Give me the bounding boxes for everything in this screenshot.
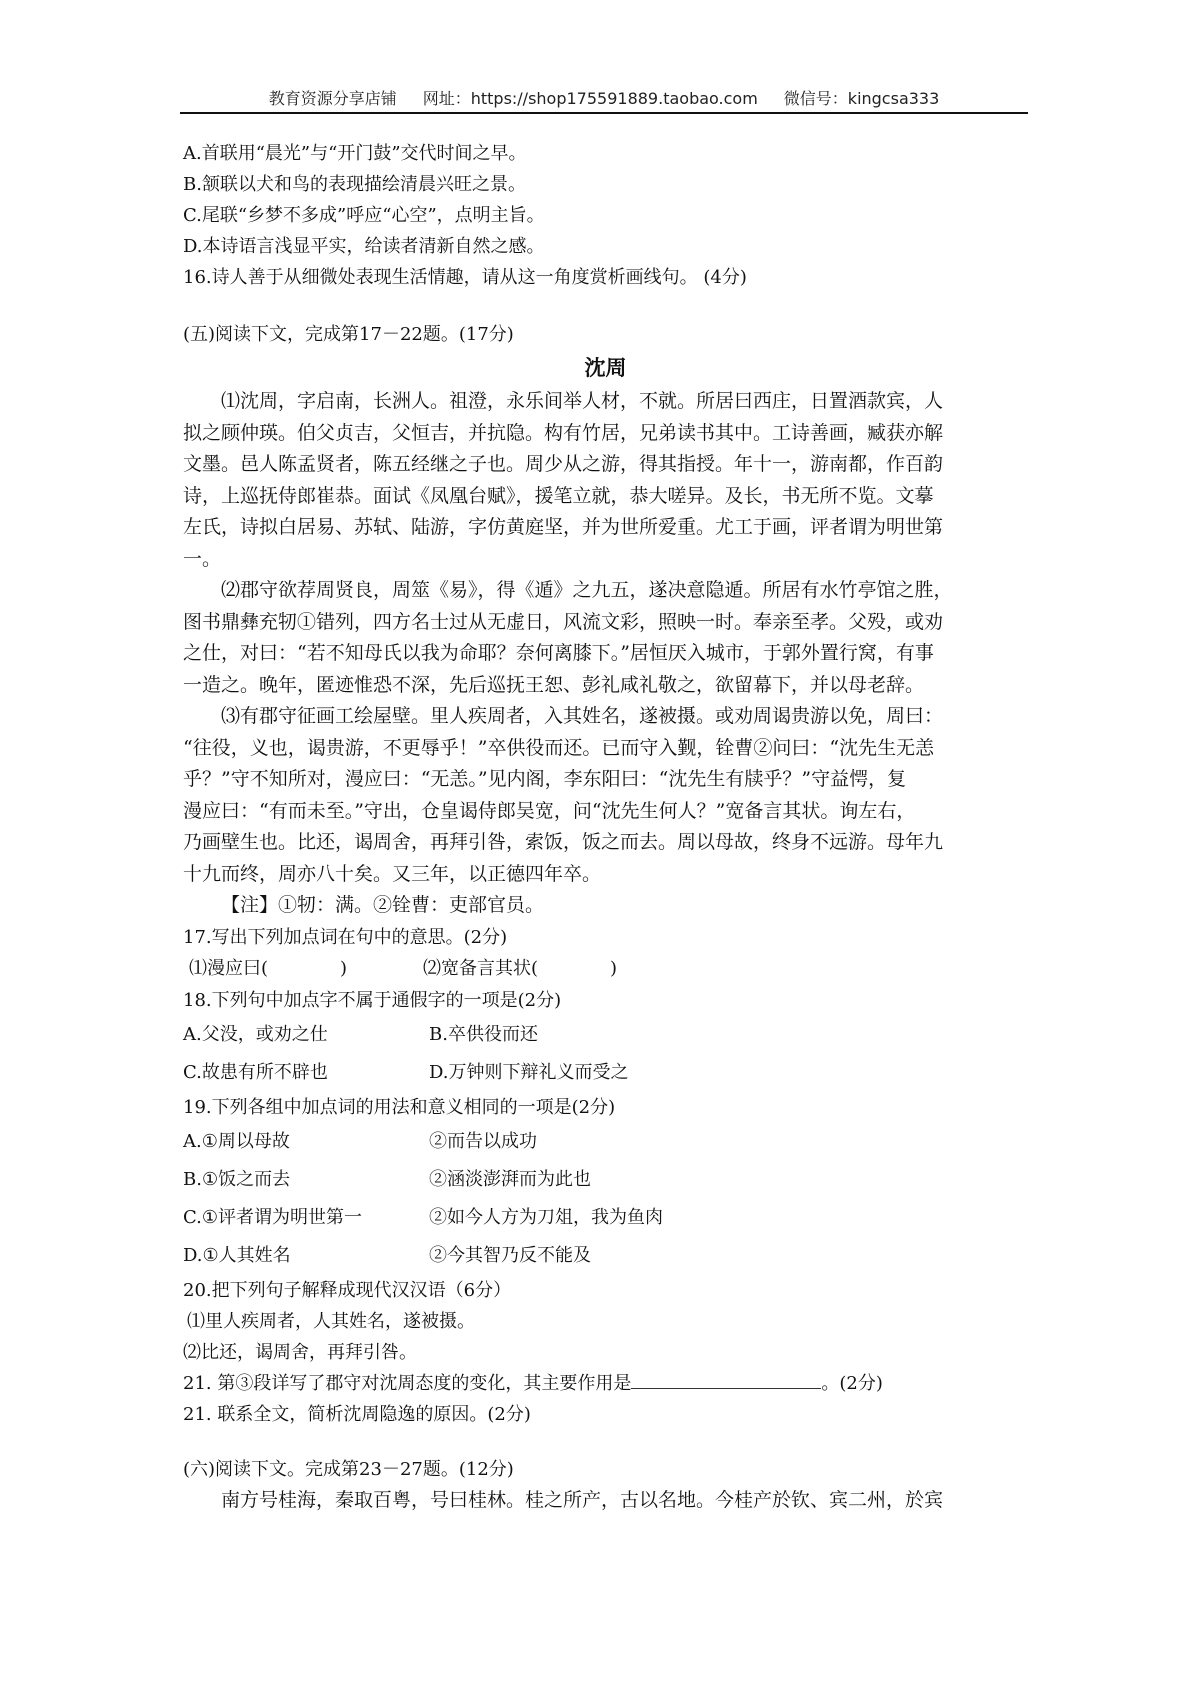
q17-item: ⑴漫应曰( ) — [189, 957, 348, 979]
paragraph-1-cont — [183, 418, 1028, 576]
paragraph-line: 十九而终，周亦八十矣。又三年，以正德四年卒。 — [183, 862, 602, 885]
header-shop: 教育资源分享店铺 — [268, 89, 397, 108]
question-19: 19.下列各组中加点词的用法和意义相同的一项是(2分) — [183, 1096, 616, 1118]
section-6-paragraph — [183, 1485, 1028, 1517]
option-b: B.①饭之而去 — [183, 1168, 291, 1190]
option-line: B.颔联以犬和鸟的表现描绘清晨兴旺之景。 — [183, 174, 526, 195]
page-header — [180, 84, 1028, 114]
question-20: 20.把下列句子解释成现代汉汉语（6分） — [183, 1279, 512, 1301]
q21a-text: 21. 第③段详写了郡守对沈周态度的变化，其主要作用是 — [183, 1372, 632, 1394]
header-rule — [180, 112, 1028, 114]
option-row — [183, 1123, 1028, 1161]
answer-blank — [631, 1370, 821, 1389]
q21a-score: 。(2分) — [821, 1372, 883, 1394]
paragraph-line: 乃画壁生也。比还，谒周舍，再拜引咎，索饭，饭之而去。周以母故，终身不远游。母年九 — [183, 831, 944, 853]
section-5-heading: (五)阅读下文，完成第17－22题。(17分) — [183, 324, 514, 345]
paragraph-2 — [183, 575, 1028, 607]
option-c: C.故患有所不辟也 — [183, 1061, 328, 1083]
option-c-2: ②如今人方为刀俎，我为鱼肉 — [429, 1206, 663, 1228]
option-c: C.①评者谓为明世第一 — [183, 1206, 362, 1228]
paragraph-line: 一造之。晚年，匿迹惟恐不深，先后巡抚王恕、彭礼咸礼敬之，欲留幕下，并以母老辞。 — [183, 673, 925, 696]
paragraph-line: ⑴沈周，字启南，长洲人。祖澄，永乐间举人材，不就。所居曰西庄，日置酒款宾，人 — [221, 390, 944, 412]
option-d-2: ②今其智乃反不能及 — [429, 1244, 591, 1266]
q20-item: ⑵比还，谒周舍，再拜引咎。 — [183, 1341, 417, 1363]
header-url: 网址：https://shop175591889.taobao.com — [422, 89, 758, 108]
paragraph-line: 南方号桂海，秦取百粤，号曰桂林。桂之所产，古以名地。今桂产於钦、宾二州，於宾 — [221, 1488, 944, 1511]
option-row — [183, 1237, 1028, 1275]
option-a: A.父没，或劝之仕 — [183, 1023, 328, 1045]
question-21b: 21. 联系全文，简析沈周隐逸的原因。(2分) — [183, 1403, 531, 1425]
paragraph-line: 漫应曰：“有而未至。”守出，仓皇谒侍郎吴宽，问“沈先生何人？”宽备言其状。询左右， — [183, 799, 916, 822]
header-wechat: 微信号：kingcsa333 — [783, 89, 940, 108]
paragraph-line: 诗，上巡抚侍郎崔恭。面试《凤凰台赋》，援笔立就，恭大嗟异。及长，书无所不览。文摹 — [183, 484, 934, 507]
question-18: 18.下列句中加点字不属于通假字的一项是(2分) — [183, 989, 562, 1011]
paragraph-line: 之仕，对曰：“若不知母氏以我为命耶？奈何离膝下。”居恒厌入城市，于郭外置行窝，有事 — [183, 642, 934, 664]
option-line: D.本诗语言浅显平实，给读者清新自然之感。 — [183, 236, 545, 257]
paragraph-line: 左氏，诗拟白居易、苏轼、陆游，字仿黄庭坚，并为世所爱重。尤工于画，评者谓为明世第 — [183, 516, 944, 538]
option-b: B.卒供役而还 — [429, 1023, 538, 1045]
paragraph-line: 文墨。邑人陈孟贤者，陈五经继之子也。周少从之游，得其指授。年十一，游南都，作百韵 — [183, 453, 944, 475]
question-16: 16.诗人善于从细微处表现生活情趣，请从这一角度赏析画线句。 (4分) — [183, 267, 747, 288]
section-6-heading: (六)阅读下文。完成第23－27题。(12分) — [183, 1458, 514, 1480]
option-a-2: ②而告以成功 — [429, 1130, 537, 1152]
q17-item: ⑵宽备言其状( ) — [423, 957, 618, 979]
option-a: A.①周以母故 — [183, 1130, 290, 1152]
option-row — [183, 1161, 1028, 1199]
paragraph-line: 图书鼎彝充牣①错列，四方名士过从无虚日，风流文彩，照映一时。奉亲至孝。父殁，或劝 — [183, 610, 944, 633]
option-row — [183, 1199, 1028, 1237]
paragraph-3 — [183, 701, 1028, 733]
paragraph-line: ⑶有郡守征画工绘屋壁。里人疾周者，入其姓名，遂被摄。或劝周谒贵游以免，周曰： — [221, 705, 944, 727]
passage-title: 沈周 — [584, 356, 627, 380]
paragraph-2-cont — [183, 607, 1028, 702]
paragraph-1 — [183, 386, 1028, 418]
question-17: 17.写出下列加点词在句中的意思。(2分) — [183, 926, 508, 948]
footnote-text: 【注】①牣：满。②铨曹：吏部官员。 — [221, 894, 545, 916]
option-line: A.首联用“晨光”与“开门鼓”交代时间之早。 — [183, 143, 527, 164]
option-b-2: ②涵淡澎湃而为此也 — [429, 1168, 591, 1190]
option-line: C.尾联“乡梦不多成”呼应“心空”，点明主旨。 — [183, 205, 545, 226]
paragraph-3-cont — [183, 733, 1028, 891]
paragraph-line: 一。 — [183, 547, 222, 570]
option-d: D.万钟则下辩礼义而受之 — [429, 1061, 629, 1083]
option-d: D.①人其姓名 — [183, 1244, 291, 1266]
q20-item: ⑴里人疾周者，人其姓名，遂被摄。 — [187, 1310, 475, 1332]
option-row — [183, 1054, 1028, 1092]
footnote — [183, 890, 1028, 922]
document-body — [183, 138, 1028, 1516]
option-row — [183, 1016, 1028, 1054]
question-21a — [183, 1368, 1028, 1399]
paragraph-line: 乎？”守不知所对，漫应曰：“无恙。”见内阁，李东阳曰：“沈先生有牍乎？”守益愕，复 — [183, 768, 907, 790]
question-17-items — [183, 953, 1028, 985]
paragraph-line: ⑵郡守欲荐周贤良，周筮《易》，得《遁》之九五，遂决意隐遁。所居有水竹亭馆之胜， — [221, 579, 953, 601]
paragraph-line: 拟之顾仲瑛。伯父贞吉，父恒吉，并抗隐。构有竹居，兄弟读书其中。工诗善画，臧获亦解 — [183, 421, 944, 444]
paragraph-line: “往役，义也，谒贵游，不更辱乎！”卒供役而还。已而守入觐，铨曹②问曰：“沈先生无恙 — [183, 736, 935, 759]
